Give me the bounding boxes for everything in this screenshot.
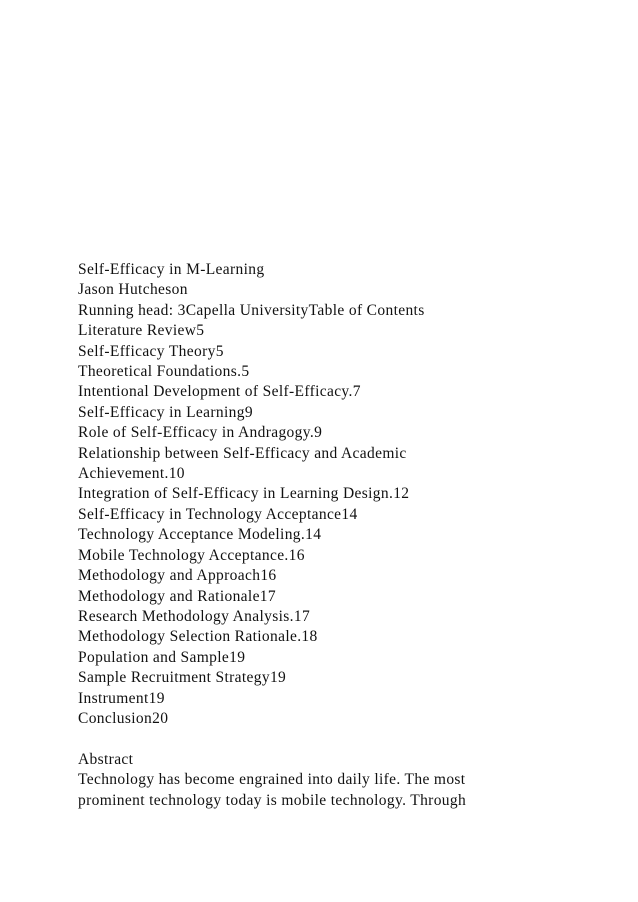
- toc-entry: Methodology and Rationale17: [78, 587, 277, 605]
- toc-entry: Mobile Technology Acceptance.16: [78, 546, 305, 564]
- abstract-heading: Abstract: [78, 750, 134, 768]
- toc-entry: Sample Recruitment Strategy19: [78, 669, 287, 687]
- document-title: Self-Efficacy in M-Learning: [78, 261, 265, 278]
- toc-entry: Role of Self-Efficacy in Andragogy.9: [78, 424, 323, 442]
- toc-entry: Relationship between Self-Efficacy and Academic: [78, 444, 407, 462]
- table-of-contents: [78, 321, 618, 729]
- document-body: [78, 260, 618, 811]
- toc-entry: Theoretical Foundations.5: [78, 363, 250, 381]
- toc-entry: Literature Review5: [78, 322, 205, 340]
- toc-entry: Self-Efficacy Theory5: [78, 342, 224, 360]
- toc-entry: Methodology and Approach16: [78, 567, 277, 585]
- author-name: Jason Hutcheson: [78, 281, 188, 299]
- toc-entry: Integration of Self-Efficacy in Learning Design.12: [78, 485, 410, 503]
- toc-entry: Self-Efficacy in Technology Acceptance14: [78, 505, 358, 523]
- toc-entry: Self-Efficacy in Learning9: [78, 403, 253, 421]
- toc-entry: Methodology Selection Rationale.18: [78, 628, 318, 646]
- spacer: [78, 729, 618, 749]
- abstract-line: prominent technology today is mobile technology. Through: [78, 791, 467, 809]
- toc-entry: Research Methodology Analysis.17: [78, 607, 311, 625]
- running-head: Running head: 3Capella UniversityTable of Contents: [78, 301, 425, 319]
- toc-entry: Achievement.10: [78, 465, 185, 483]
- toc-entry: Technology Acceptance Modeling.14: [78, 526, 322, 544]
- toc-entry: Instrument19: [78, 689, 165, 707]
- toc-entry: Conclusion20: [78, 709, 169, 727]
- toc-entry: Population and Sample19: [78, 648, 246, 666]
- toc-entry: Intentional Development of Self-Efficacy.7: [78, 383, 361, 401]
- abstract-line: Technology has become engrained into daily life. The most: [78, 771, 466, 789]
